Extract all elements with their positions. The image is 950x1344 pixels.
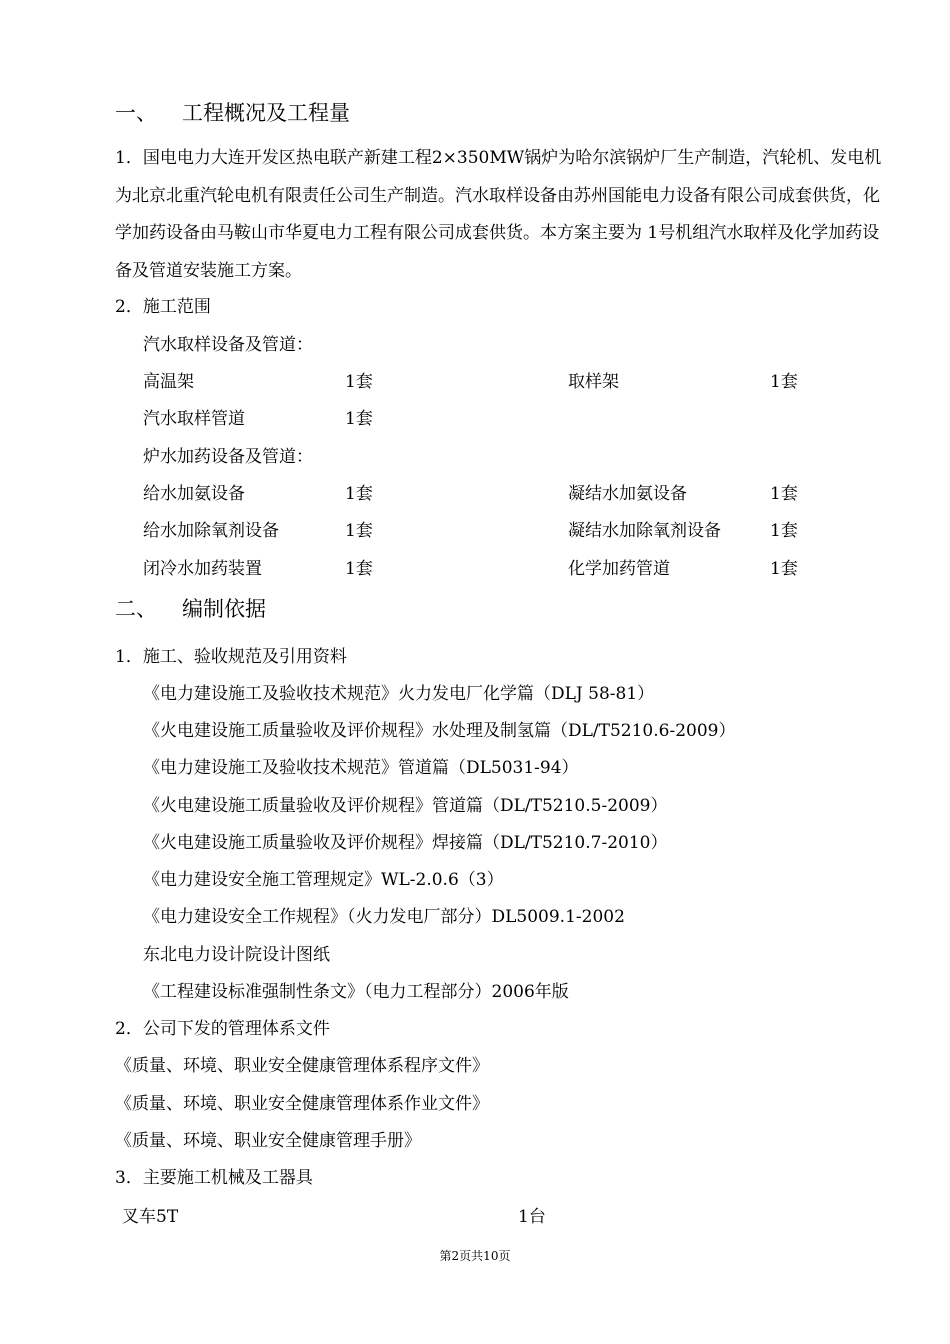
section1-paragraph: 1．国电电力大连开发区热电联产新建工程2×350MW锅炉为哈尔滨锅炉厂生产制造，汽轮机、发电机为北京北重汽轮电机有限责任公司生产制造。汽水取样设备由苏州国能电力设备有限公司成套供货，化学加药设备由马鞍山市华夏电力工程有限公司成套供货。本方案主要为 1号机组汽水取样及化学加药设备及管道安装施工方案。 bbox=[115, 148, 882, 281]
equipment-name: 凝结水加氨设备 bbox=[568, 484, 687, 504]
section1-title: 工程概况及工程量 bbox=[182, 101, 350, 125]
equipment-qty: 1套 bbox=[770, 484, 798, 504]
page-number-footer: 第2页共10页 bbox=[439, 1249, 511, 1263]
reference-item: 《工程建设标准强制性条文》（电力工程部分）2006年版 bbox=[143, 982, 569, 1002]
equipment-name: 凝结水加除氧剂设备 bbox=[568, 521, 721, 541]
equipment-qty: 1套 bbox=[345, 372, 373, 392]
equipment-qty: 1套 bbox=[345, 521, 373, 541]
sampling-heading: 汽水取样设备及管道： bbox=[143, 335, 313, 355]
reference-item: 东北电力设计院设计图纸 bbox=[143, 945, 330, 965]
reference-item: 《电力建设安全工作规程》（火力发电厂部分）DL5009.1-2002 bbox=[143, 907, 625, 927]
section1-number: 一、 bbox=[115, 101, 157, 125]
reference-item: 《电力建设施工及验收技术规范》管道篇（DL5031-94） bbox=[143, 758, 579, 778]
tool-qty: 1台 bbox=[518, 1207, 546, 1227]
reference-item: 《火电建设施工质量验收及评价规程》水处理及制氢篇（DL/T5210.6-2009） bbox=[143, 721, 736, 741]
equipment-name: 化学加药管道 bbox=[568, 559, 670, 579]
references-heading: 1．施工、验收规范及引用资料 bbox=[115, 647, 347, 667]
reference-item: 《火电建设施工质量验收及评价规程》管道篇（DL/T5210.5-2009） bbox=[143, 796, 668, 816]
section2-title: 编制依据 bbox=[182, 597, 266, 621]
reference-item: 《火电建设施工质量验收及评价规程》焊接篇（DL/T5210.7-2010） bbox=[143, 833, 668, 853]
equipment-name: 取样架 bbox=[568, 372, 619, 392]
section2-number: 二、 bbox=[115, 597, 157, 621]
dosing-heading: 炉水加药设备及管道： bbox=[143, 447, 313, 467]
reference-item: 《电力建设施工及验收技术规范》火力发电厂化学篇（DLJ 58-81） bbox=[143, 684, 655, 704]
management-doc-item: 《质量、环境、职业安全健康管理体系程序文件》 bbox=[115, 1056, 489, 1076]
reference-item: 《电力建设安全施工管理规定》WL-2.0.6（3） bbox=[143, 870, 504, 890]
equipment-qty: 1套 bbox=[770, 559, 798, 579]
equipment-name: 闭冷水加药装置 bbox=[143, 559, 262, 579]
tool-name: 叉车5T bbox=[122, 1207, 179, 1227]
equipment-qty: 1套 bbox=[770, 372, 798, 392]
equipment-name: 给水加氨设备 bbox=[143, 484, 245, 504]
equipment-qty: 1套 bbox=[770, 521, 798, 541]
equipment-qty: 1套 bbox=[345, 559, 373, 579]
management-doc-item: 《质量、环境、职业安全健康管理手册》 bbox=[115, 1131, 421, 1151]
management-docs-heading: 2．公司下发的管理体系文件 bbox=[115, 1019, 330, 1039]
tools-heading: 3．主要施工机械及工器具 bbox=[115, 1168, 313, 1188]
equipment-name: 高温架 bbox=[143, 372, 194, 392]
management-doc-item: 《质量、环境、职业安全健康管理体系作业文件》 bbox=[115, 1094, 489, 1114]
equipment-qty: 1套 bbox=[345, 484, 373, 504]
equipment-name: 汽水取样管道 bbox=[143, 409, 245, 429]
scope-heading: 2．施工范围 bbox=[115, 297, 211, 317]
equipment-qty: 1套 bbox=[345, 409, 373, 429]
equipment-name: 给水加除氧剂设备 bbox=[143, 521, 279, 541]
